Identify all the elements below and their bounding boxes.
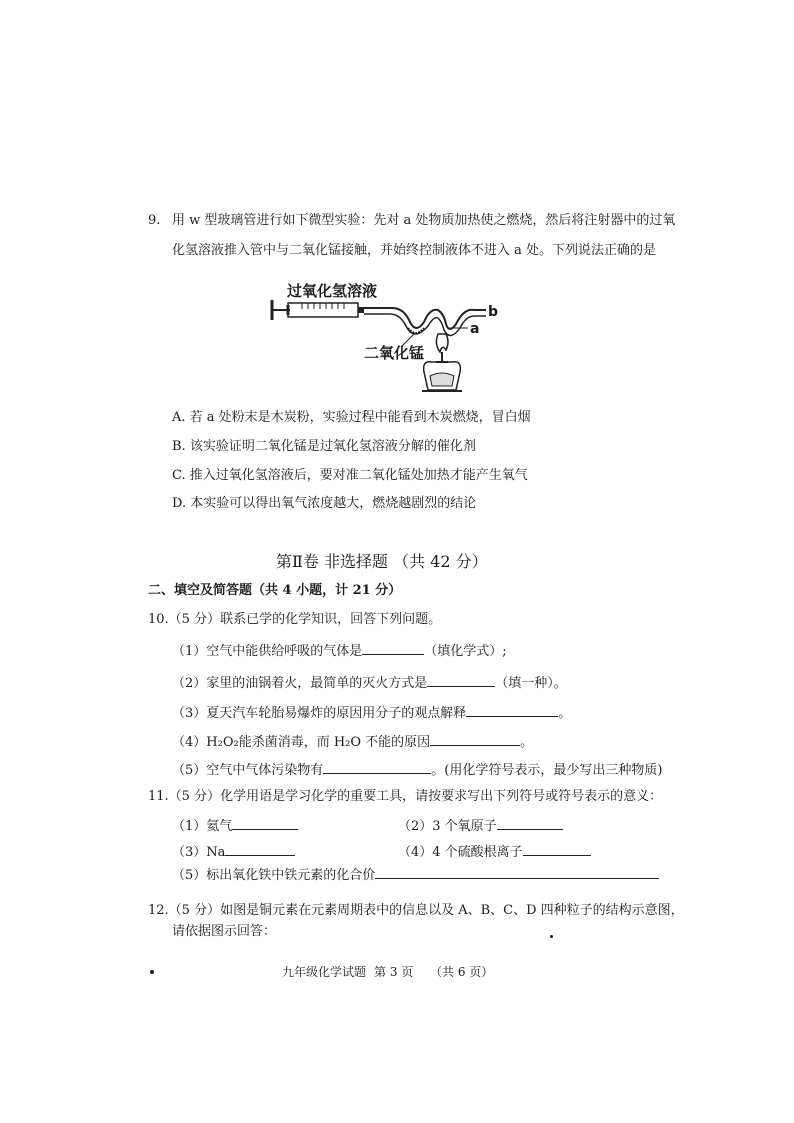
q10-item-1: [172, 642, 507, 660]
q10-item-4-text: （4）H₂O₂能杀菌消毒，而 H₂O 不能的原因: [172, 735, 431, 750]
q10-item-2-answer-blank[interactable]: [427, 674, 495, 687]
q10-item-4: [172, 733, 533, 751]
q10-item-5-text: （5）空气中气体污染物有: [172, 763, 324, 778]
q10-item-3-suffix: 。: [558, 706, 572, 721]
q11-stem: 11.（5 分）化学用语是学习化学的重要工具，请按要求写出下列符号或符号表示的意义：: [148, 789, 663, 804]
q10-item-3-text: （3）夏天汽车轮胎易爆炸的原因用分子的观点解释: [172, 706, 467, 721]
q10-item-2-suffix: （填一种）。: [495, 676, 567, 691]
q9-option-b: B. 该实验证明二氧化锰是过氧化氢溶液分解的催化剂: [172, 439, 476, 454]
q11-item-2-answer-blank[interactable]: [497, 817, 563, 830]
q9-option-d: D. 本实验可以得出氧气浓度越大，燃烧越剧烈的结论: [172, 496, 477, 511]
q11-item-4-answer-blank[interactable]: [523, 843, 591, 856]
q11-item-3-answer-blank[interactable]: [225, 843, 295, 856]
q10-item-2: [172, 674, 567, 692]
scan-dot: [550, 935, 553, 938]
q10-item-3-answer-blank[interactable]: [466, 704, 558, 717]
q10-stem: 10.（5 分）联系已学的化学知识，回答下列问题。: [148, 612, 442, 627]
section-heading: 二、填空及简答题（共 4 小题，计 21 分）: [148, 583, 402, 598]
q9-option-a: A. 若 a 处粉末是木炭粉，实验过程中能看到木炭燃烧，冒白烟: [172, 410, 531, 425]
q9-stem-line2: 化氢溶液推入管中与二氧化锰接触，并始终控制液体不进入 a 处。下列说法正确的是: [172, 243, 657, 258]
q9-number: 9.: [148, 213, 161, 228]
part2-title: 第Ⅱ卷 非选择题 （共 42 分）: [276, 552, 488, 571]
footer-total: （共 6 页）: [430, 965, 494, 979]
q11-item-2-text: （2）3 个氧原子: [398, 819, 497, 834]
figure-label-h2o2: 过氧化氢溶液: [287, 282, 378, 300]
q10-item-4-answer-blank[interactable]: [430, 733, 520, 746]
q11-item-4: [398, 843, 591, 861]
q10-item-1-text: （1）空气中能供给呼吸的气体是: [172, 644, 363, 659]
q11-item-2: [398, 817, 563, 835]
footer-subject: 九年级化学试题: [282, 965, 367, 979]
footer-page: 第 3 页: [374, 965, 414, 979]
q10-item-1-suffix: （填化学式）;: [424, 644, 507, 659]
q12-stem-line2: 请依据图示回答：: [172, 924, 277, 939]
q11-item-5: [172, 866, 659, 884]
scan-dot: [150, 970, 154, 974]
q9-option-c: C. 推入过氧化氢溶液后，要对准二氧化锰处加热才能产生氧气: [172, 468, 528, 483]
q11-item-3-text: （3）Na: [172, 845, 226, 860]
q10-item-5-answer-blank[interactable]: [323, 761, 431, 774]
figure-label-b: b: [488, 304, 499, 320]
w-tube-apparatus-figure: [262, 272, 502, 397]
q11-item-1-text: （1）氦气: [172, 819, 233, 834]
q9-stem-line1: 用 w 型玻璃管进行如下微型实验：先对 a 处物质加热使之燃烧，然后将注射器中的过氧: [172, 213, 676, 228]
q12-stem-line1: 12.（5 分）如图是铜元素在元素周期表中的信息以及 A、B、C、D 四种粒子的结构示意图，: [148, 903, 684, 918]
q10-item-4-suffix: 。: [520, 735, 534, 750]
q11-item-3: [172, 843, 295, 861]
figure-label-mno2: 二氧化锰: [364, 344, 425, 362]
q11-item-5-text: （5）标出氧化铁中铁元素的化合价: [172, 868, 376, 883]
q10-item-5: [172, 761, 662, 779]
q11-item-1: [172, 817, 298, 835]
q11-item-1-answer-blank[interactable]: [232, 817, 298, 830]
figure-label-a: a: [470, 321, 480, 337]
q11-item-4-text: （4）4 个硫酸根离子: [398, 845, 523, 860]
q10-item-1-answer-blank[interactable]: [362, 642, 424, 655]
q11-item-5-answer-blank[interactable]: [375, 866, 659, 879]
q10-item-2-text: （2）家里的油锅着火，最简单的灭火方式是: [172, 676, 428, 691]
q10-item-5-suffix: 。(用化学符号表示，最少写出三种物质): [431, 763, 663, 778]
q10-item-3: [172, 704, 571, 722]
